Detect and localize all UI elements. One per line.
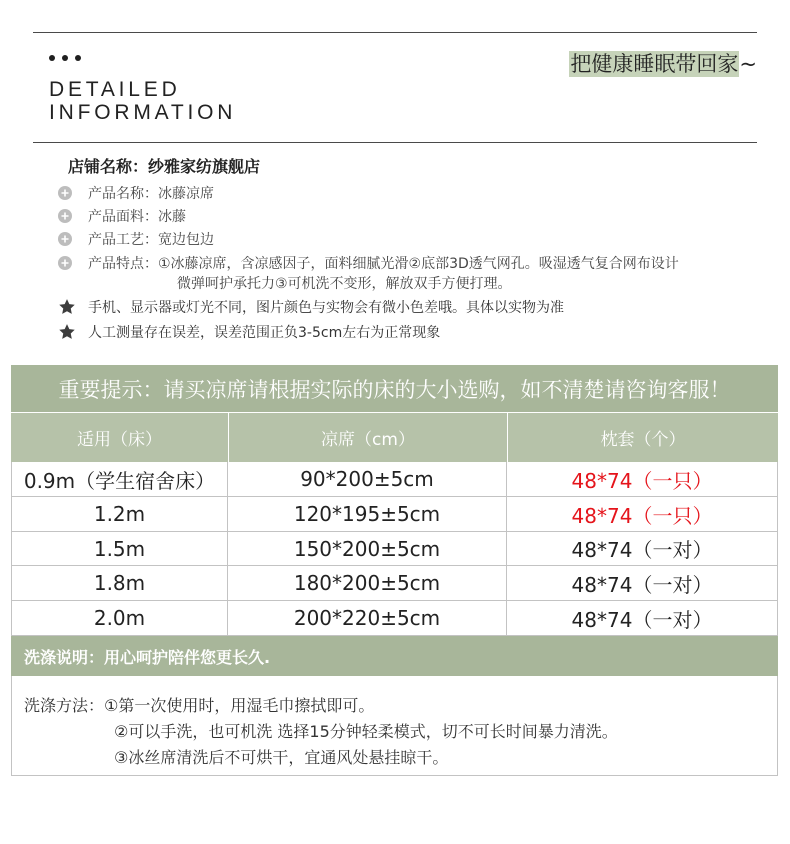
shop-value: 纱雅家纺旗舰店 <box>148 157 261 176</box>
mat-size-cell: 120*195±5cm <box>228 497 507 531</box>
star-icon <box>58 298 76 316</box>
plus-circle-icon <box>58 256 72 270</box>
star-icon <box>58 323 76 341</box>
washing-method-label: 洗涤方法： <box>24 696 105 715</box>
dot <box>62 55 68 61</box>
washing-step: ②可以手洗，也可机洗 选择15分钟轻柔模式，切不可长时间暴力清洗。 <box>114 722 618 741</box>
bed-size-cell: 1.5m <box>11 532 228 565</box>
plus-circle-icon <box>58 209 72 223</box>
washing-line <box>24 695 374 717</box>
washing-step: ③冰丝席清洗后不可烘干，宜通风处悬挂晾干。 <box>114 748 449 767</box>
mat-size-cell: 180*200±5cm <box>228 566 507 600</box>
detail-text: 产品特点：①冰藤凉席，含凉感因子，面料细腻光滑②底部3D透气网孔。吸湿透气复合网布设计 <box>88 256 679 272</box>
pillow-size-cell: 48*74（一对） <box>507 532 778 565</box>
detail-text: 产品面料：冰藤 <box>88 209 186 225</box>
note-item <box>58 296 564 318</box>
note-text: 手机、显示器或灯光不同，图片颜色与实物会有微小色差哦。具体以实物为准 <box>88 300 564 316</box>
detail-item <box>58 183 214 203</box>
title-line-2: INFORMATION <box>49 101 237 124</box>
shop-label: 店铺名称： <box>68 157 149 176</box>
table-header <box>11 412 778 462</box>
slogan-highlight: 把健康睡眠带回家 <box>570 52 739 76</box>
mat-size-cell: 200*220±5cm <box>228 601 507 635</box>
table-row <box>11 601 778 636</box>
plus-circle-icon <box>58 232 72 246</box>
dot <box>75 55 81 61</box>
detail-item <box>58 229 214 249</box>
shop-name <box>68 157 260 177</box>
table-body <box>11 462 778 636</box>
pillow-size-cell: 48*74（一对） <box>507 601 778 635</box>
detail-text: 产品工艺：宽边包边 <box>88 232 214 248</box>
table-row <box>11 462 778 497</box>
header-divider <box>33 142 757 143</box>
bed-size-cell: 0.9m（学生宿舍床） <box>11 462 228 496</box>
mat-size-cell: 90*200±5cm <box>228 462 507 496</box>
size-notice-banner: 重要提示：请买凉席请根据实际的床的大小选购，如不清楚请咨询客服！ <box>11 365 778 412</box>
bed-size-cell: 1.8m <box>11 566 228 600</box>
detail-text: 产品名称：冰藤凉席 <box>88 186 214 202</box>
detail-continuation: 微弹呵护承托力③可机洗不变形，解放双手方便打理。 <box>177 276 512 292</box>
slogan <box>569 51 757 77</box>
table-row <box>11 497 778 532</box>
slogan-tail: ~ <box>739 52 757 76</box>
detail-item <box>58 206 186 226</box>
note-item <box>58 321 440 343</box>
column-header-mat: 凉席（cm） <box>228 413 507 462</box>
pillow-size-cell: 48*74（一对） <box>507 566 778 600</box>
table-row <box>11 532 778 566</box>
title-line-1: DETAILED <box>49 78 181 101</box>
note-text: 人工测量存在误差，误差范围正负3-5cm左右为正常现象 <box>88 325 441 341</box>
top-divider <box>33 32 757 33</box>
dots-decoration <box>49 55 81 61</box>
plus-circle-icon <box>58 186 72 200</box>
pillow-size-cell: 48*74（一只） <box>507 497 778 531</box>
washing-instructions <box>11 676 778 776</box>
size-table <box>11 365 778 636</box>
bed-size-cell: 1.2m <box>11 497 228 531</box>
column-header-bed: 适用（床） <box>77 430 162 450</box>
dot <box>49 55 55 61</box>
mat-size-cell: 150*200±5cm <box>228 532 507 565</box>
bed-size-cell: 2.0m <box>11 601 228 635</box>
pillow-size-cell: 48*74（一只） <box>507 462 778 496</box>
table-row <box>11 566 778 601</box>
column-header-pillow: 枕套（个） <box>507 413 778 462</box>
washing-step: ①第一次使用时，用湿毛巾擦拭即可。 <box>104 696 375 715</box>
washing-title-banner: 洗涤说明：用心呵护陪伴您更长久. <box>11 636 778 676</box>
detail-item <box>58 253 679 273</box>
